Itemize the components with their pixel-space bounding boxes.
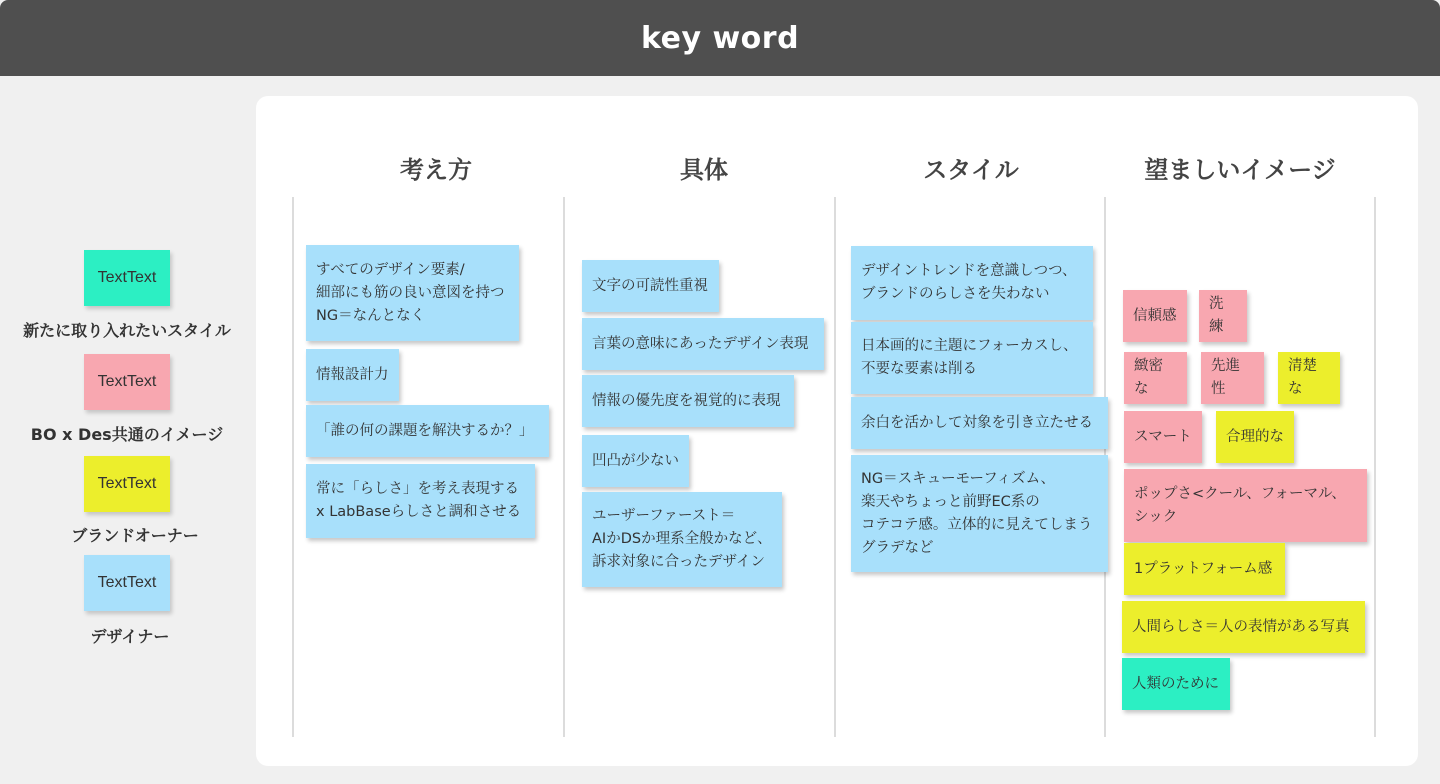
sticky-note[interactable]: 1プラットフォーム感 [1124, 543, 1285, 595]
sticky-note[interactable]: 人類のために [1122, 658, 1230, 710]
sticky-note[interactable]: 情報設計力 [306, 349, 399, 401]
page-title: key word [640, 20, 800, 56]
sticky-note[interactable]: 先進性 [1201, 352, 1264, 404]
legend-swatch-brand-owner[interactable]: TextText [84, 456, 170, 512]
legend-swatch-shared[interactable]: TextText [84, 354, 170, 410]
sticky-note[interactable]: NG＝スキューモーフィズム、 楽天やちょっと前野EC系の コテコテ感。立体的に見えてしまう グラデなど [851, 455, 1108, 572]
column-divider [1374, 197, 1376, 737]
sticky-note[interactable]: 文字の可読性重視 [582, 260, 719, 312]
sticky-note[interactable]: すべてのデザイン要素/ 細部にも筋の良い意図を持つ NG＝なんとなく [306, 245, 519, 341]
legend-label-new-style: 新たに取り入れたいスタイル [23, 321, 231, 340]
sticky-note[interactable]: 人間らしさ＝人の表情がある写真 [1122, 601, 1365, 653]
sticky-note[interactable]: 凹凸が少ない [582, 435, 689, 487]
column-title-desired-image: 望ましいイメージ [1144, 156, 1336, 184]
sticky-note[interactable]: 信頼感 [1123, 290, 1187, 342]
column-title-concrete: 具体 [680, 156, 728, 184]
sticky-note[interactable]: ユーザーファースト＝ AIかDSか理系全般かなど、 訴求対象に合ったデザイン [582, 492, 782, 587]
legend-label-shared: BO x Des共通のイメージ [30, 425, 224, 444]
sticky-note[interactable]: 余白を活かして対象を引き立たせる [851, 397, 1108, 449]
sticky-note[interactable]: 言葉の意味にあったデザイン表現 [582, 318, 824, 370]
column-divider [292, 197, 294, 737]
legend-label-designer: デザイナー [90, 627, 170, 646]
legend-swatch-new-style[interactable]: TextText [84, 250, 170, 306]
sticky-note[interactable]: 洗練 [1199, 290, 1247, 342]
sticky-note[interactable]: 情報の優先度を視覚的に表現 [582, 375, 794, 427]
header-bar [0, 0, 1440, 76]
sticky-note[interactable]: ポップさ<クール、フォーマル、 シック [1124, 469, 1367, 542]
sticky-note[interactable]: 緻密な [1124, 352, 1187, 404]
column-title-style: スタイル [923, 156, 1019, 184]
sticky-note[interactable]: 清楚な [1278, 352, 1340, 404]
column-title-thinking: 考え方 [400, 156, 472, 184]
sticky-note[interactable]: デザイントレンドを意識しつつ、 ブランドのらしさを失わない [851, 246, 1093, 320]
sticky-note[interactable]: 常に「らしさ」を考え表現する x LabBaseらしさと調和させる [306, 464, 535, 538]
column-divider [834, 197, 836, 737]
column-divider [563, 197, 565, 737]
sticky-note[interactable]: 日本画的に主題にフォーカスし、 不要な要素は削る [851, 322, 1093, 394]
sticky-note[interactable]: 合理的な [1216, 411, 1294, 463]
sticky-note[interactable]: 「誰の何の課題を解決するか？」 [306, 405, 549, 457]
legend-label-brand-owner: ブランドオーナー [71, 526, 199, 545]
sticky-note[interactable]: スマート [1124, 411, 1202, 463]
legend-swatch-designer[interactable]: TextText [84, 555, 170, 611]
